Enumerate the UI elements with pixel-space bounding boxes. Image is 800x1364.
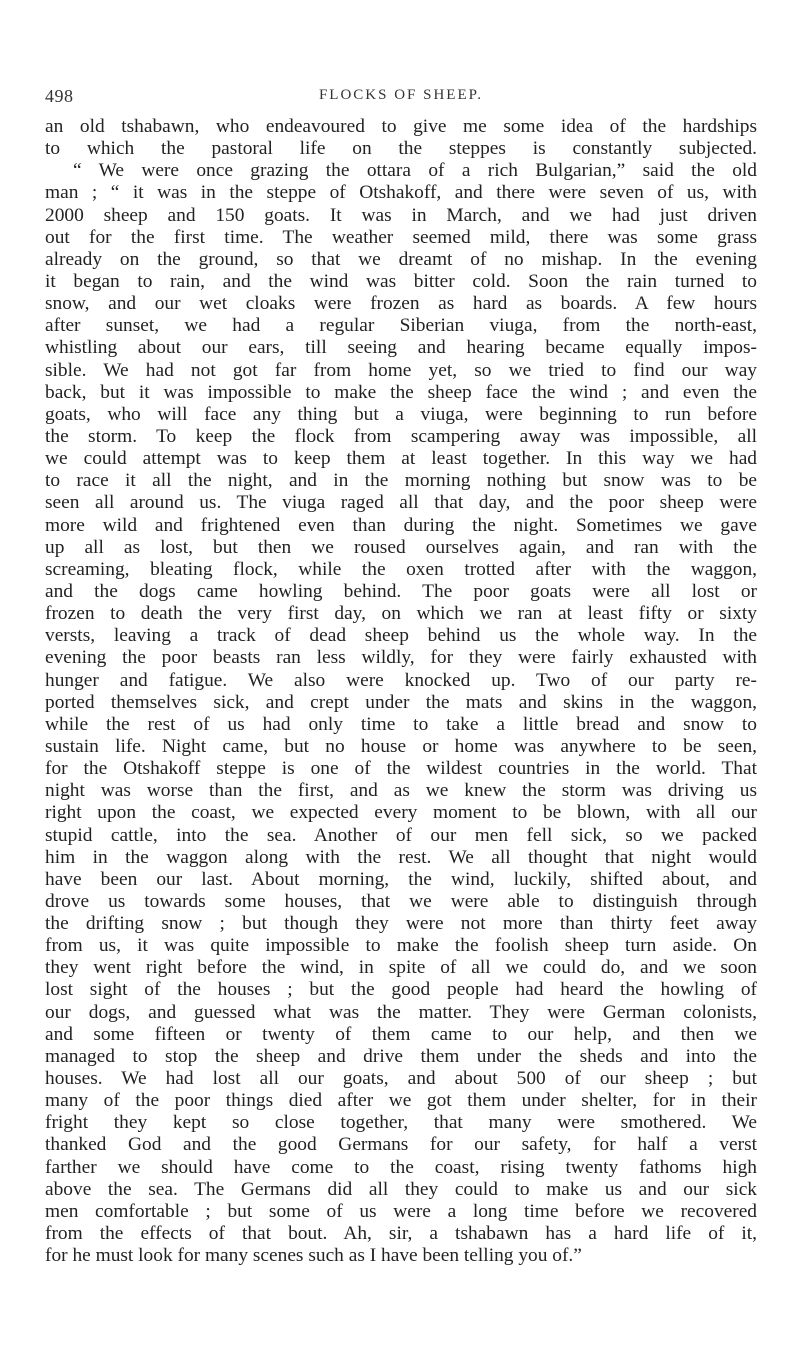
running-head — [45, 86, 757, 110]
body-text — [45, 116, 757, 1267]
text-line: thanked God and the good Germans for our safety, for half a verst — [45, 1134, 757, 1156]
text-line: back, but it was impossible to make the sheep face the wind ; and even the — [45, 381, 757, 403]
text-line: him in the waggon along with the rest. We all thought that night would — [45, 846, 757, 868]
text-line: they went right before the wind, in spite of all we could do, and we soon — [45, 957, 757, 979]
text-line: evening the poor beasts ran less wildly, for they were fairly exhausted with — [45, 647, 757, 669]
text-line: an old tshabawn, who endeavoured to give me some idea of the hardships — [45, 116, 757, 137]
text-line: ported themselves sick, and crept under the mats and skins in the waggon, — [45, 691, 757, 713]
text-line: out for the first time. The weather seemed mild, there was some grass — [45, 226, 757, 248]
text-line: to which the pastoral life on the steppes is constantly subjected. — [45, 138, 757, 160]
text-line: while the rest of us had only time to take a little bread and snow to — [45, 713, 757, 735]
text-line: 2000 sheep and 150 goats. It was in March, and we had just driven — [45, 204, 757, 226]
text-line: whistling about our ears, till seeing and hearing became equally impos- — [45, 337, 757, 359]
text-line: from the effects of that bout. Ah, sir, a tshabawn has a hard life of it, — [45, 1223, 757, 1245]
text-line: sustain life. Night came, but no house or home was anywhere to be seen, — [45, 735, 757, 757]
text-line: for he must look for many scenes such as I have been telling you of.” — [45, 1245, 582, 1267]
text-line: man ; “ it was in the steppe of Otshakoff, and there were seven of us, with — [45, 182, 757, 204]
text-line: our dogs, and guessed what was the matter. They were German colonists, — [45, 1001, 757, 1023]
text-line: screaming, bleating flock, while the oxen trotted after with the waggon, — [45, 558, 757, 580]
text-line: more wild and frightened even than during the night. Sometimes we gave — [45, 514, 757, 536]
text-line: sible. We had not got far from home yet, so we tried to find our way — [45, 359, 757, 381]
text-line: men comfortable ; but some of us were a long time before we recovered — [45, 1200, 757, 1222]
text-line: goats, who will face any thing but a viuga, were beginning to run before — [45, 403, 757, 425]
text-line: hunger and fatigue. We also were knocked up. Two of our party re- — [45, 669, 757, 691]
text-line: it began to rain, and the wind was bitter cold. Soon the rain turned to — [45, 270, 757, 292]
text-line: after sunset, we had a regular Siberian viuga, from the north-east, — [45, 315, 757, 337]
text-line: the storm. To keep the flock from scampering away was impossible, all — [45, 425, 757, 447]
text-line: “ We were once grazing the ottara of a rich Bulgarian,” said the old — [73, 160, 757, 182]
text-line: have been our last. About morning, the wind, luckily, shifted about, and — [45, 868, 757, 890]
text-line: for the Otshakoff steppe is one of the wildest countries in the world. That — [45, 758, 757, 780]
text-line: up all as lost, but then we roused ourselves again, and ran with the — [45, 536, 757, 558]
text-line: and some fifteen or twenty of them came to our help, and then we — [45, 1023, 757, 1045]
text-line: many of the poor things died after we got them under shelter, for in their — [45, 1090, 757, 1112]
text-line: we could attempt was to keep them at least together. In this way we had — [45, 448, 757, 470]
text-line: right upon the coast, we expected every moment to be blown, with all our — [45, 802, 757, 824]
text-line: fright they kept so close together, that many were smothered. We — [45, 1112, 757, 1134]
text-line: night was worse than the first, and as we knew the storm was driving us — [45, 780, 757, 802]
page-number: 498 — [45, 86, 74, 106]
text-line: seen all around us. The viuga raged all that day, and the poor sheep were — [45, 492, 757, 514]
text-line: snow, and our wet cloaks were frozen as hard as boards. A few hours — [45, 293, 757, 315]
text-line: to race it all the night, and in the morning nothing but snow was to be — [45, 470, 757, 492]
text-line: lost sight of the houses ; but the good people had heard the howling of — [45, 979, 757, 1001]
text-line: the drifting snow ; but though they were not more than thirty feet away — [45, 913, 757, 935]
text-line: drove us towards some houses, that we were able to distinguish through — [45, 890, 757, 912]
text-line: farther we should have come to the coast, rising twenty fathoms high — [45, 1156, 757, 1178]
text-line: above the sea. The Germans did all they could to make us and our sick — [45, 1178, 757, 1200]
text-line: already on the ground, so that we dreamt of no mishap. In the evening — [45, 248, 757, 270]
text-line: stupid cattle, into the sea. Another of our men fell sick, so we packed — [45, 824, 757, 846]
text-line: houses. We had lost all our goats, and about 500 of our sheep ; but — [45, 1068, 757, 1090]
text-line: managed to stop the sheep and drive them under the sheds and into the — [45, 1045, 757, 1067]
text-line: frozen to death the very first day, on which we ran at least fifty or sixty — [45, 603, 757, 625]
text-line: and the dogs came howling behind. The poor goats were all lost or — [45, 580, 757, 602]
text-line: versts, leaving a track of dead sheep behind us the whole way. In the — [45, 625, 757, 647]
running-title: FLOCKS OF SHEEP. — [318, 87, 484, 103]
text-line: from us, it was quite impossible to make the foolish sheep turn aside. On — [45, 935, 757, 957]
